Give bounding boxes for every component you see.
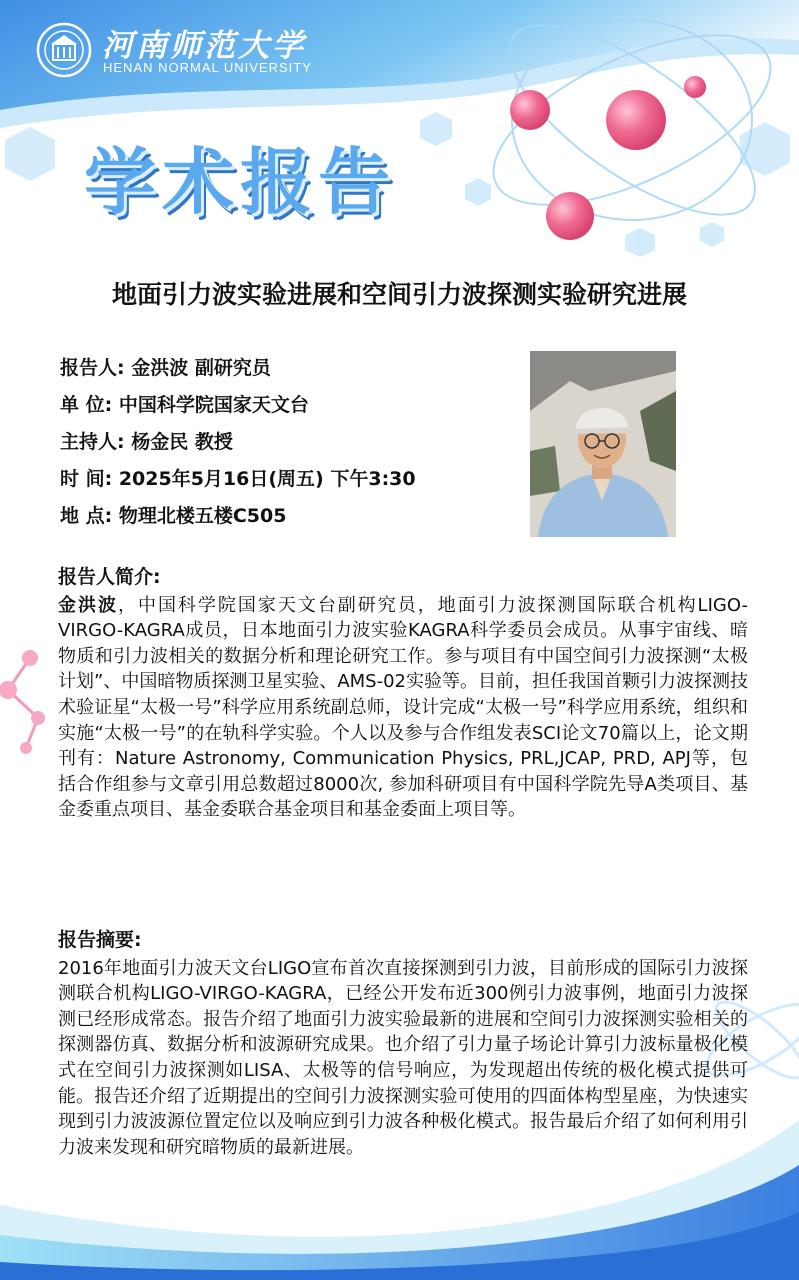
bio-text: ，中国科学院国家天文台副研究员，地面引力波探测国际联合机构LIGO-VIRGO-KAGRA成员，日本地面引力波实验KAGRA科学委员会成员。从事宇宙线、暗物质和引力波相关的数据分析和理论研究工作。参与项目有中国空间引力波探测“太极计划”、中国暗物质探测卫星实验、AMS-02实验等。目前，担任我国首颗引力波探测技术验证星“太极一号”科学应用系统副总师，设计完成“太极一号”科学应用系统，组织和实施“太极一号”的在轨科学实验。个人以及参与合作组发表SCI论文70篇以上，论文期刊有：Nature Astronomy, Communication Physics, PRL,JCAP, PRD, APJ等，包括合作组参与文章引用总数超过8000次, 参加科研项目有中国科学院先导A类项目、基金委重点项目、基金委联合基金项目和基金委面上项目等。 bbox=[58, 594, 749, 821]
report-abstract bbox=[58, 928, 748, 1160]
banner-title: 学术报告 bbox=[84, 140, 397, 224]
unit-row: 单 位: 中国科学院国家天文台 bbox=[60, 394, 309, 416]
host-row: 主持人: 杨金民 教授 bbox=[60, 431, 233, 453]
info-block bbox=[60, 356, 500, 541]
abstract-heading: 报告摘要: bbox=[58, 929, 142, 951]
time-row: 时 间: 2025年5月16日(周五) 下午3:30 bbox=[60, 468, 416, 490]
abstract-text: 2016年地面引力波天文台LIGO宣布首次直接探测到引力波，目前形成的国际引力波探测联合机构LIGO-VIRGO-KAGRA，已经公开发布近300例引力波事例，地面引力波探测已经形成常态。报告介绍了地面引力波实验最新的进展和空间引力波探测实验相关的探测器仿真、数据分析和波源研究成果。也介绍了引力量子场论计算引力波标量极化模式在空间引力波探测如LISA、太极等的信号响应，为发现超出传统的极化模式提供可能。报告还介绍了近期提出的空间引力波探测实验可使用的四面体构型星座，为快速实现到引力波波源位置定位以及响应到引力波各种极化模式。报告最后介绍了如何利用引力波来发现和研究暗物质的最新进展。 bbox=[58, 957, 748, 1158]
bio-name: 金洪波 bbox=[58, 594, 118, 616]
university-name-en: HENAN NORMAL UNIVERSITY bbox=[103, 60, 312, 75]
university-name-cn: 河南师范大学 bbox=[102, 28, 306, 64]
university-seal-icon bbox=[36, 22, 92, 78]
speaker-row: 报告人: 金洪波 副研究员 bbox=[60, 357, 271, 379]
speaker-photo bbox=[530, 351, 676, 537]
place-row: 地 点: 物理北楼五楼C505 bbox=[60, 505, 287, 527]
report-title: 地面引力波实验进展和空间引力波探测实验研究进展 bbox=[111, 280, 687, 309]
speaker-bio bbox=[58, 565, 748, 823]
bio-heading: 报告人简介: bbox=[58, 566, 161, 588]
